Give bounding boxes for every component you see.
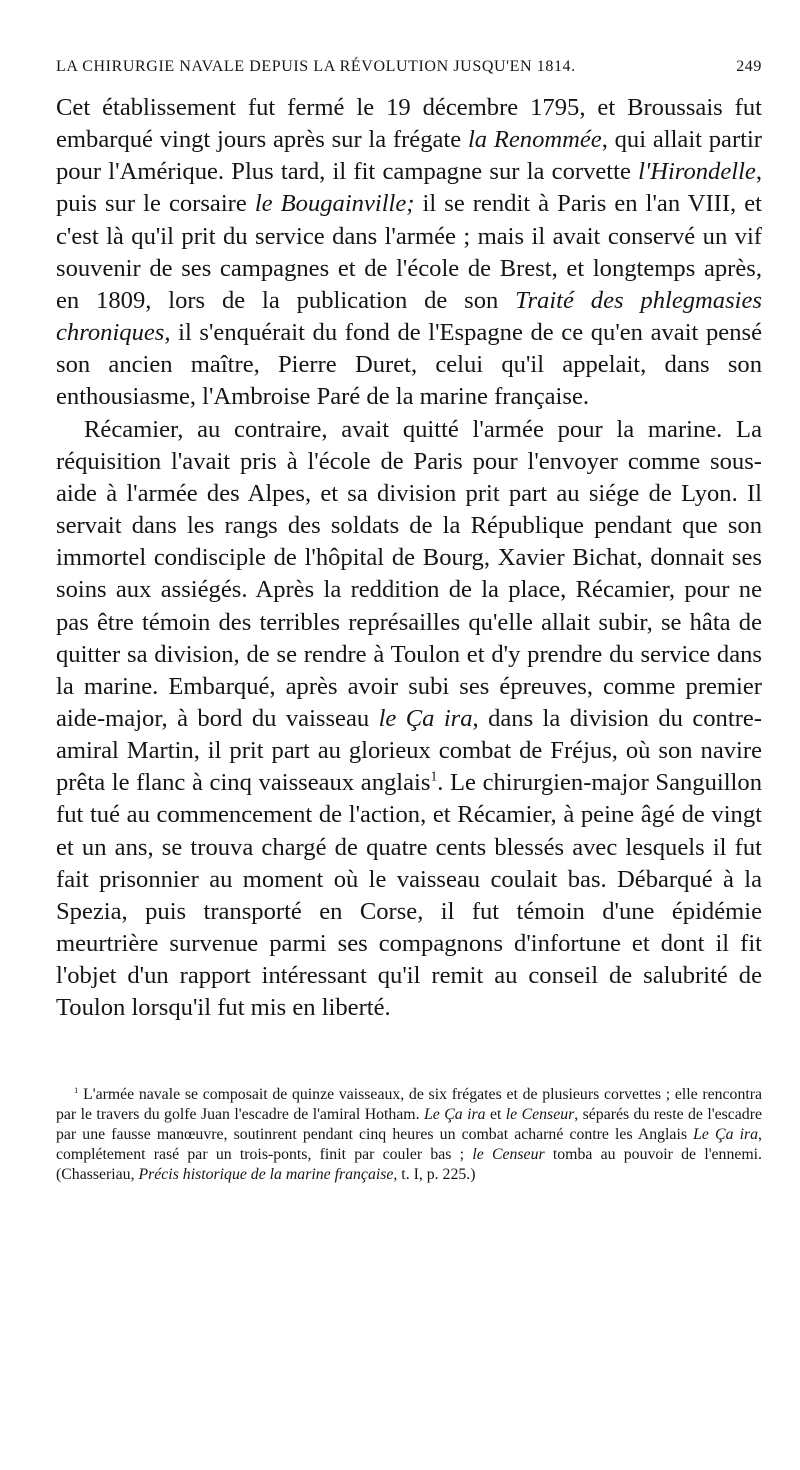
running-title: LA CHIRURGIE NAVALE DEPUIS LA RÉVOLUTION JUSQU'EN 1814. [56, 58, 576, 75]
footnote-gap [56, 1025, 762, 1085]
text-run: , qui allait partir pour l'Amérique. Plus tard, il fit campagne sur la corvette [56, 126, 762, 186]
ship-name: Le Ça ira [693, 1125, 759, 1143]
paragraph-recamier [56, 414, 762, 1025]
text-run: Récamier, au contraire, avait quitté l'armée pour la marine. La réquisition l'avait pris à l'école de Paris pour l'envoyer comme sous-aide à l'armée des Alpes, et sa division prit part au siége de Lyon. Il servait dans les rangs des soldats de la République pendant que son immortel condisciple de l'hôpital de Bourg, Xavier Bichat, donnait ses soins aux assiégés. Après la reddition de la place, Récamier, pour ne pas être témoin des terribles représailles qu'elle allait subir, se hâta de quitter sa division, de se rendre à Toulon et d'y prendre du service dans la marine. Embarqué, après avoir subi ses épreuves, comme premier aide-major, à bord du vaisseau [56, 415, 762, 732]
text-run: , t. I, p. 225.) [393, 1165, 476, 1183]
text-run: , puis sur le corsaire [56, 158, 762, 218]
book-title: Précis historique de la marine française [138, 1165, 394, 1183]
text-run: , séparés du reste de l'escadre par une fausse manœuvre, soutinrent pendant cinq heures un combat acharné contre les Anglais [56, 1105, 762, 1143]
text-run: . Le chirurgien-major Sanguillon fut tué au commencement de l'action, et Récamier, à peine âgé de vingt et un ans, se trouva chargé de quatre cents blessés avec lesquels il fut fait prisonnier au moment où le vaisseau coulait bas. Débarqué à la Spezia, puis transporté en Corse, il fut témoin d'une épidémie meurtrière survenue parmi ses compagnons d'infortune et dont il fit l'objet d'un rapport intéressant qu'il remit au conseil de salubrité de Toulon lorsqu'il fut mis en liberté. [56, 769, 762, 1022]
main-text [56, 92, 762, 1025]
text-run: tomba au pouvoir de l'ennemi. (Chasseriau, [56, 1145, 762, 1183]
text-run: il se rendit à Paris en l'an VIII, et c'est là qu'il prit du service dans l'armée ; mais il avait conservé un vif souvenir de ses campagnes et de l'école de Brest, et longtemps après, en 1809, lors de la publication de son [56, 190, 762, 314]
text-run: , il s'enquérait du fond de l'Espagne de ce qu'en avait pensé son ancien maître, Pierre Duret, celui qu'il appelait, dans son enthousiasme, l'Ambroise Paré de la marine française. [56, 319, 762, 411]
page-number: 249 [736, 58, 762, 75]
footnote-mark: 1 [74, 1084, 79, 1095]
text-run: , complétement rasé par un trois-ponts, finit par couler bas ; [56, 1125, 762, 1163]
book-title: Traité des phlegmasies chroniques [56, 286, 762, 347]
ship-name: Le Ça ira [423, 1105, 486, 1123]
text-run: Cet établissement fut fermé le 19 décembre 1795, et Broussais fut embarqué vingt jours après sur la frégate [56, 94, 762, 154]
running-head [56, 58, 762, 84]
footnote-reference: 1 [430, 768, 438, 784]
book-page [56, 58, 762, 1185]
ship-name: le Censeur [472, 1145, 545, 1163]
ship-name: le Bougainville; [254, 190, 415, 218]
footnote [56, 1085, 762, 1185]
ship-name: l'Hirondelle [638, 158, 756, 186]
text-run: , dans la division du contre-amiral Martin, il prit part au glorieux combat de Fréjus, où son navire prêta le flanc à cinq vaisseaux anglais [56, 704, 762, 797]
ship-name: le Ça ira [378, 704, 473, 732]
ship-name: le Censeur [505, 1105, 575, 1123]
ship-name: la Renommée [467, 126, 602, 154]
footnotes [56, 1085, 762, 1185]
text-run: L'armée navale se composait de quinze vaisseaux, de six frégates et de plusieurs corvettes ; elle rencontra par le travers du golfe Juan l'escadre de l'amiral Hotham. [56, 1085, 762, 1123]
paragraph-broussais [56, 92, 762, 414]
text-run: et [485, 1105, 506, 1123]
